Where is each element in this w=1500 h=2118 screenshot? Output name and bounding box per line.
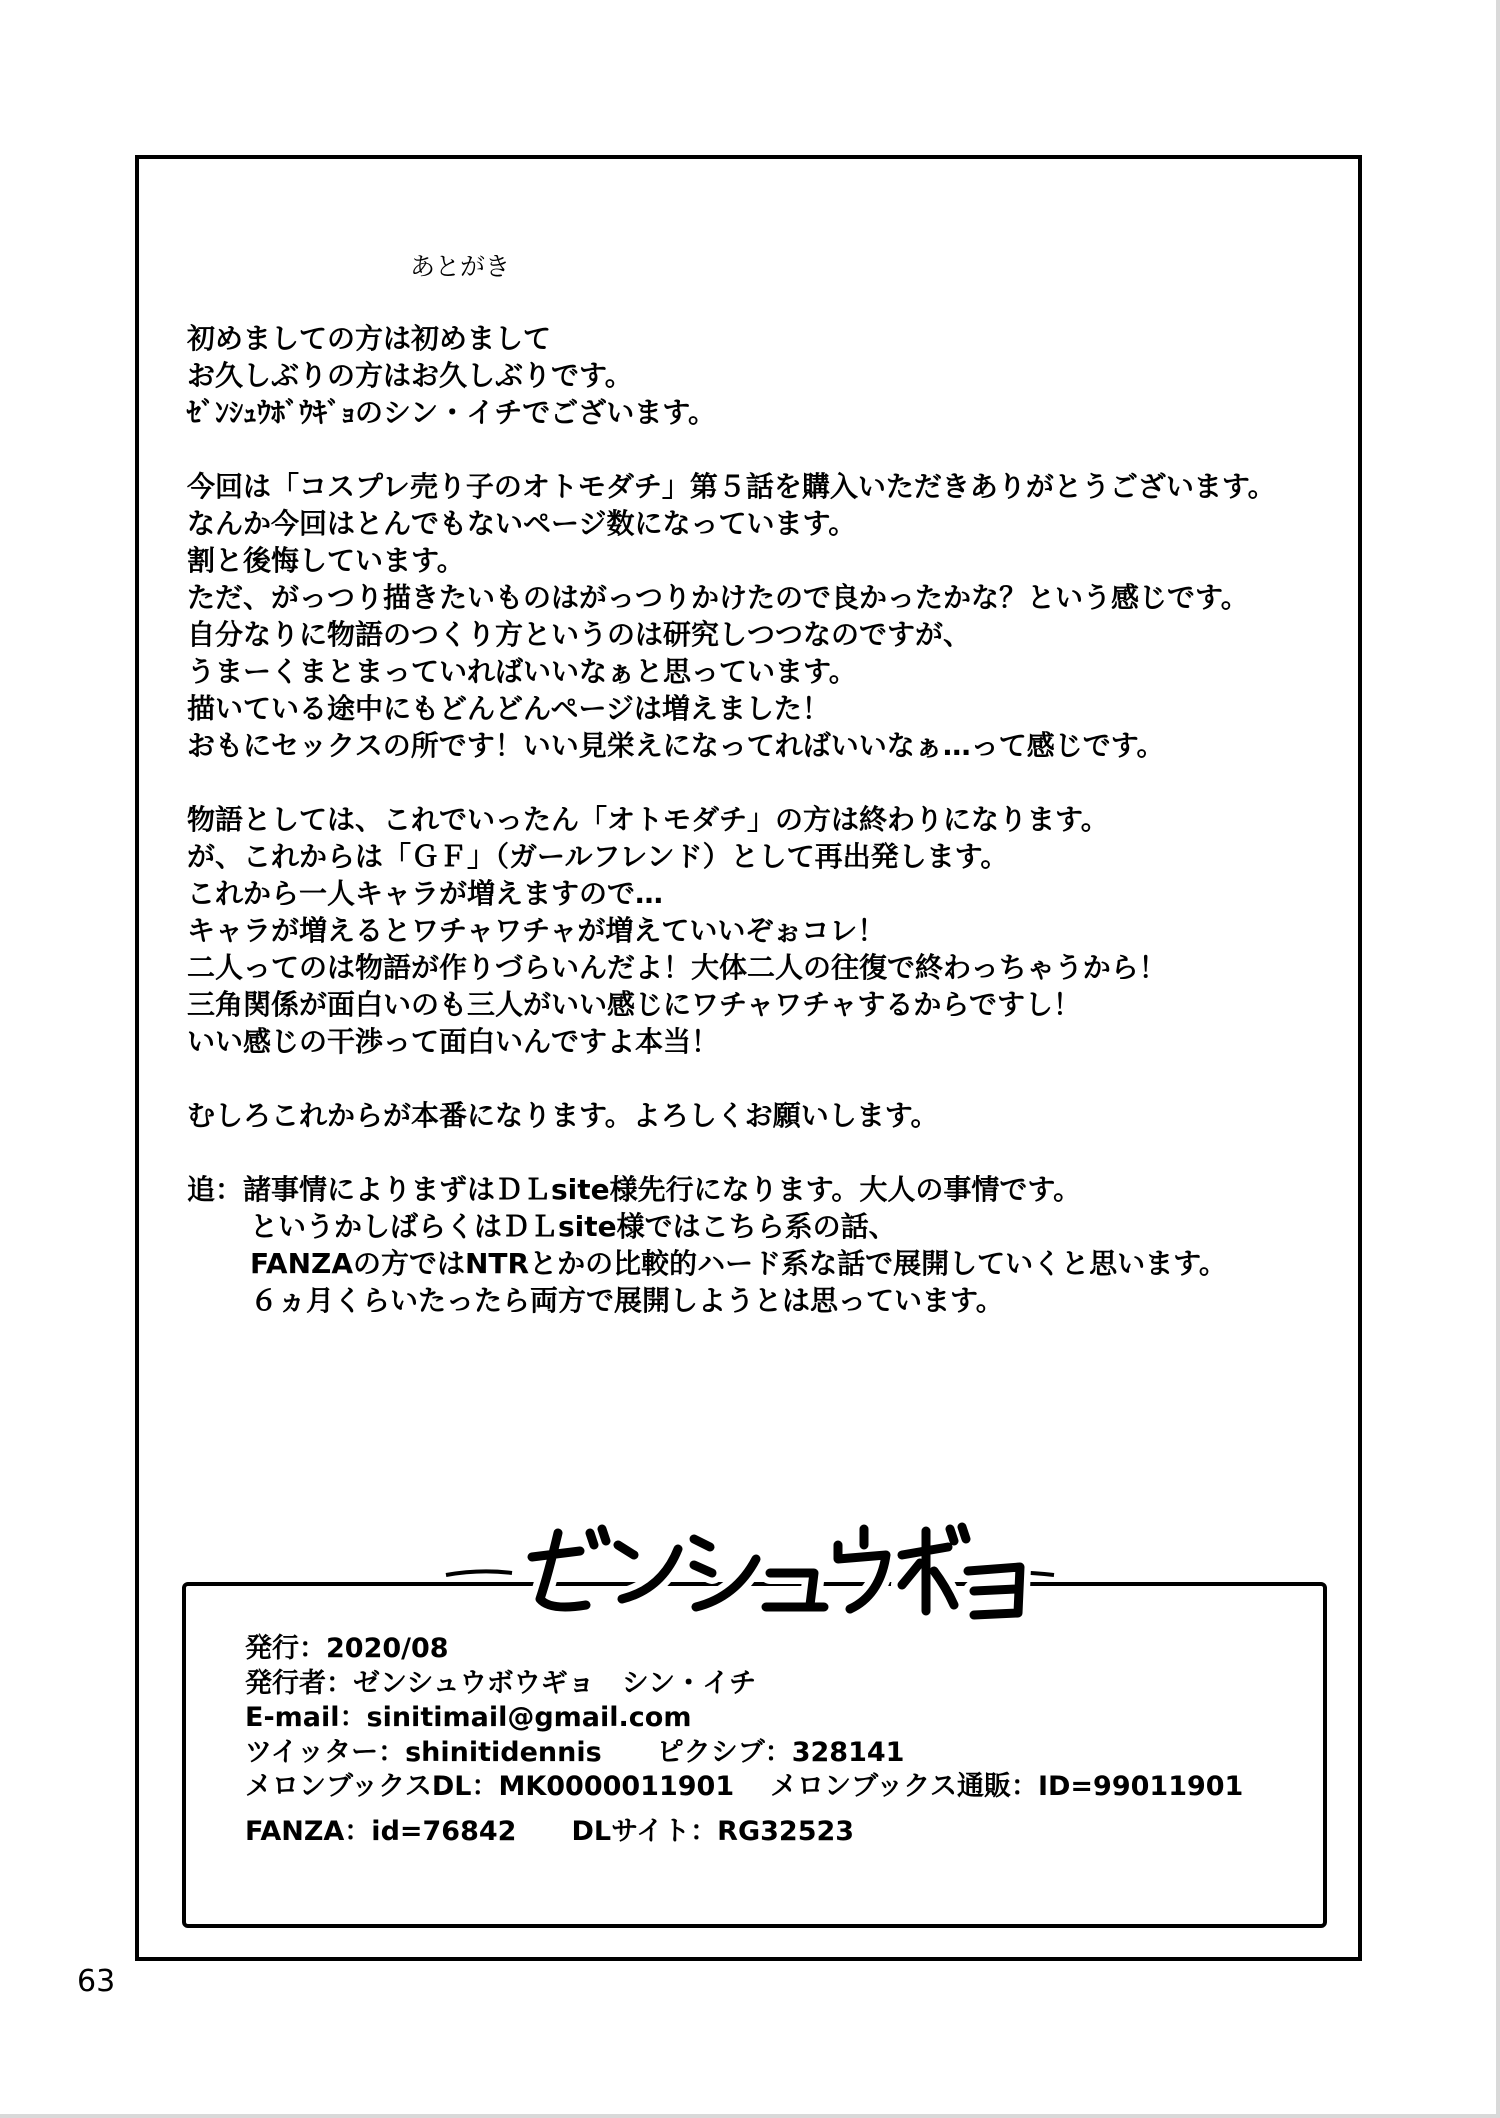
issue-date: 発行：2020/08 (245, 1633, 449, 1664)
text-line: お久しぶりの方はお久しぶりです。 (187, 359, 633, 392)
melon-row (245, 1770, 1243, 1805)
text-line: 自分なりに物語のつくり方というのは研究しつつなのですが、 (187, 618, 972, 651)
text-line: というかしばらくはＤＬsite様ではこちら系の話、 (250, 1210, 897, 1243)
page-title: あとがき (410, 252, 511, 281)
paragraph-postscript (187, 1171, 1347, 1319)
text-line: おもにセックスの所です！いい見栄えになってればいいなぁ…って感じです。 (187, 729, 1165, 762)
text-line: 二人ってのは物語が作りづらいんだよ！大体二人の往復で終わっちゃうから！ (187, 951, 1167, 984)
text-line: うまーくまとまっていればいいなぁと思っています。 (187, 655, 857, 688)
scan-edge (0, 2114, 1500, 2118)
text-line: これから一人キャラが増えますので… (187, 877, 664, 910)
text-line: FANZAの方ではNTRとかの比較的ハード系な話で展開していくと思います。 (250, 1247, 1227, 1280)
text-line: 物語としては、これでいったん「オトモダチ」の方は終わりになります。 (187, 803, 1109, 836)
text-line: 初めましての方は初めまして (187, 322, 552, 355)
text-line: なんか今回はとんでもないページ数になっています。 (187, 507, 857, 540)
text-line: ｾﾞﾝｼｭｳﾎﾞｳｷﾞｮのシン・イチでございます。 (187, 396, 717, 429)
melonbooks-mail-id: メロンブックス通販：ID=99011901 (770, 1771, 1244, 1802)
pixiv-id: ピクシブ：328141 (656, 1736, 905, 1768)
twitter-id: ツイッター：shinitidennis (245, 1736, 602, 1768)
circle-logo (440, 1515, 1060, 1625)
text-line: いい感じの干渉って面白いんですよ本当！ (187, 1025, 720, 1058)
page-number: 63 (77, 1964, 116, 1999)
afterword-body (187, 320, 1347, 1356)
text-line: キャラが増えるとワチャワチャが増えていいぞぉコレ！ (187, 914, 886, 947)
text-line: が、これからは「ＧＦ」（ガールフレンド）として再出発します。 (187, 840, 1009, 873)
text-line: 追：諸事情によりまずはＤＬsite様先行になります。大人の事情です。 (187, 1173, 1082, 1206)
fanza-id: FANZA：id=76842 (245, 1815, 517, 1847)
text-line: 三角関係が面白いのも三人がいい感じにワチャワチャするからですし！ (187, 988, 1082, 1021)
store-row (245, 1815, 1243, 1850)
paragraph-story (187, 801, 1347, 1060)
scan-edge (1496, 0, 1500, 2118)
colophon-text (245, 1632, 1243, 1849)
social-row (245, 1736, 1243, 1771)
email: E-mail：sinitimail@gmail.com (245, 1702, 692, 1733)
text-line: むしろこれからが本番になります。よろしくお願いします。 (187, 1099, 939, 1132)
text-line: ただ、がっつり描きたいものはがっつりかけたので良かったかな？という感じです。 (187, 581, 1249, 614)
publisher: 発行者：ゼンシュウボウギョ シン・イチ (245, 1667, 757, 1699)
text-line: 今回は「コスプレ売り子のオトモダチ」第５話を購入いただきありがとうございます。 (187, 470, 1276, 503)
melonbooks-dl-id: メロンブックスDL：MK0000011901 (245, 1771, 735, 1802)
dlsite-id: DLサイト：RG32523 (571, 1815, 855, 1847)
paragraph-thanks (187, 468, 1347, 764)
paragraph-greeting (187, 320, 1347, 431)
text-line: ６ヵ月くらいたったら両方で展開しようとは思っています。 (250, 1284, 1004, 1317)
text-line: 描いている途中にもどんどんページは増えました！ (187, 692, 830, 725)
text-line: 割と後悔しています。 (187, 544, 465, 577)
paragraph-closing (187, 1097, 1347, 1134)
